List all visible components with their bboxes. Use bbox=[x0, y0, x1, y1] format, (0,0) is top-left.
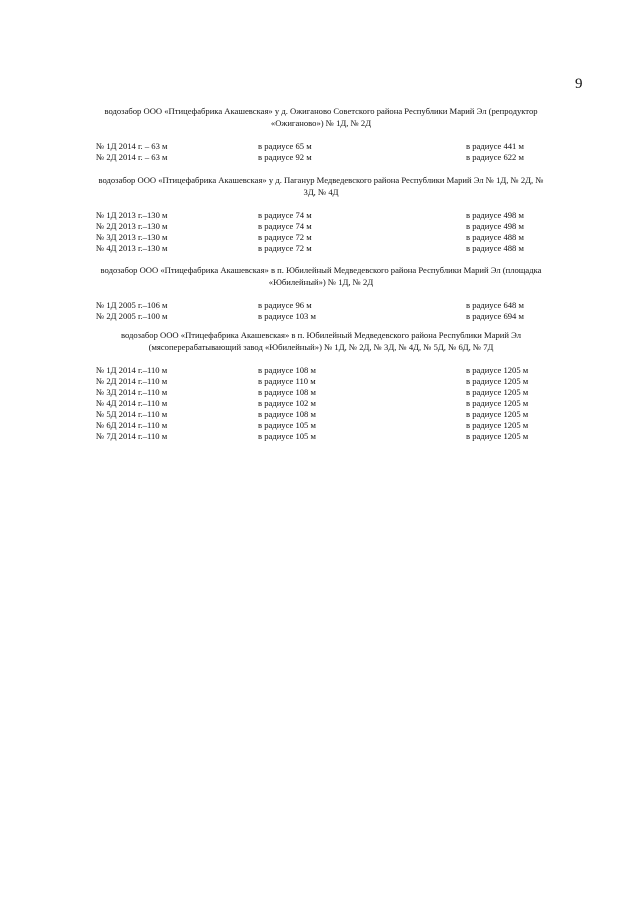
zone-radius: в радиусе 1205 м bbox=[466, 398, 529, 408]
zone-radius: в радиусе 694 м bbox=[466, 311, 524, 321]
well-row bbox=[96, 311, 546, 322]
strict-zone-radius: в радиусе 103 м bbox=[258, 311, 316, 321]
zone-radius: в радиусе 1205 м bbox=[466, 431, 529, 441]
well-row bbox=[96, 232, 546, 243]
section-ozhiganovo bbox=[96, 106, 546, 163]
well-row bbox=[96, 221, 546, 232]
section-heading: водозабор ООО «Птицефабрика Акашевская» в п. Юбилейный Медведевского района Республики Марий Эл (площадка «Юбилейный») № 1Д, № 2Д bbox=[100, 265, 542, 287]
well-list bbox=[96, 141, 546, 163]
well-id: № 5Д 2014 г.–110 м bbox=[96, 409, 168, 419]
well-id: № 3Д 2014 г.–110 м bbox=[96, 387, 168, 397]
well-row bbox=[96, 398, 546, 409]
strict-zone-radius: в радиусе 102 м bbox=[258, 398, 316, 408]
well-list bbox=[96, 210, 546, 254]
well-row bbox=[96, 431, 546, 442]
section-heading: водозабор ООО «Птицефабрика Акашевская» у д. Ожиганово Советского района Республики Марий Эл (репродуктор «Ожиганово») № 1Д, № 2Д bbox=[104, 106, 538, 128]
strict-zone-radius: в радиусе 74 м bbox=[258, 210, 312, 220]
zone-radius: в радиусе 1205 м bbox=[466, 365, 529, 375]
well-list bbox=[96, 300, 546, 322]
well-row bbox=[96, 376, 546, 387]
well-id: № 1Д 2014 г.–110 м bbox=[96, 365, 168, 375]
zone-radius: в радиусе 1205 м bbox=[466, 409, 529, 419]
zone-radius: в радиусе 1205 м bbox=[466, 387, 529, 397]
strict-zone-radius: в радиусе 108 м bbox=[258, 387, 316, 397]
strict-zone-radius: в радиусе 96 м bbox=[258, 300, 312, 310]
well-id: № 6Д 2014 г.–110 м bbox=[96, 420, 168, 430]
strict-zone-radius: в радиусе 72 м bbox=[258, 232, 312, 242]
well-row bbox=[96, 210, 546, 221]
well-list bbox=[96, 365, 546, 442]
well-id: № 4Д 2013 г.–130 м bbox=[96, 243, 168, 253]
well-id: № 3Д 2013 г.–130 м bbox=[96, 232, 168, 242]
strict-zone-radius: в радиусе 110 м bbox=[258, 376, 316, 386]
well-id: № 1Д 2014 г. – 63 м bbox=[96, 141, 168, 151]
zone-radius: в радиусе 1205 м bbox=[466, 420, 529, 430]
zone-radius: в радиусе 488 м bbox=[466, 243, 524, 253]
well-row bbox=[96, 387, 546, 398]
strict-zone-radius: в радиусе 92 м bbox=[258, 152, 312, 162]
section-yubileyny-plant bbox=[96, 330, 546, 442]
well-id: № 1Д 2005 г.–106 м bbox=[96, 300, 168, 310]
strict-zone-radius: в радиусе 108 м bbox=[258, 409, 316, 419]
section-heading: водозабор ООО «Птицефабрика Акашевская» в п. Юбилейный Медведевского района Республики Марий Эл (мясоперерабатывающий завод «Юбилейный») № 1Д, № 2Д, № 3Д, № 4Д, № 5Д, № 6Д, № 7Д bbox=[120, 330, 522, 352]
strict-zone-radius: в радиусе 65 м bbox=[258, 141, 312, 151]
strict-zone-radius: в радиусе 108 м bbox=[258, 365, 316, 375]
strict-zone-radius: в радиусе 72 м bbox=[258, 243, 312, 253]
section-heading: водозабор ООО «Птицефабрика Акашевская» у д. Пагануp Медведевского района Республики Марий Эл № 1Д, № 2Д, № 3Д, № 4Д bbox=[98, 175, 544, 197]
well-row bbox=[96, 420, 546, 431]
zone-radius: в радиусе 498 м bbox=[466, 210, 524, 220]
well-id: № 1Д 2013 г.–130 м bbox=[96, 210, 168, 220]
well-id: № 2Д 2014 г.–110 м bbox=[96, 376, 168, 386]
zone-radius: в радиусе 441 м bbox=[466, 141, 524, 151]
page-number: 9 bbox=[575, 76, 583, 92]
well-id: № 2Д 2014 г. – 63 м bbox=[96, 152, 168, 162]
well-id: № 4Д 2014 г.–110 м bbox=[96, 398, 168, 408]
well-row bbox=[96, 365, 546, 376]
section-yubileyny-site bbox=[96, 265, 546, 322]
strict-zone-radius: в радиусе 74 м bbox=[258, 221, 312, 231]
well-id: № 7Д 2014 г.–110 м bbox=[96, 431, 168, 441]
well-row bbox=[96, 409, 546, 420]
zone-radius: в радиусе 648 м bbox=[466, 300, 524, 310]
well-row bbox=[96, 300, 546, 311]
well-row bbox=[96, 152, 546, 163]
well-row bbox=[96, 141, 546, 152]
section-paganur bbox=[96, 175, 546, 254]
well-id: № 2Д 2005 г.–100 м bbox=[96, 311, 168, 321]
zone-radius: в радиусе 488 м bbox=[466, 232, 524, 242]
strict-zone-radius: в радиусе 105 м bbox=[258, 431, 316, 441]
zone-radius: в радиусе 1205 м bbox=[466, 376, 529, 386]
well-id: № 2Д 2013 г.–130 м bbox=[96, 221, 168, 231]
zone-radius: в радиусе 622 м bbox=[466, 152, 524, 162]
well-row bbox=[96, 243, 546, 254]
zone-radius: в радиусе 498 м bbox=[466, 221, 524, 231]
strict-zone-radius: в радиусе 105 м bbox=[258, 420, 316, 430]
